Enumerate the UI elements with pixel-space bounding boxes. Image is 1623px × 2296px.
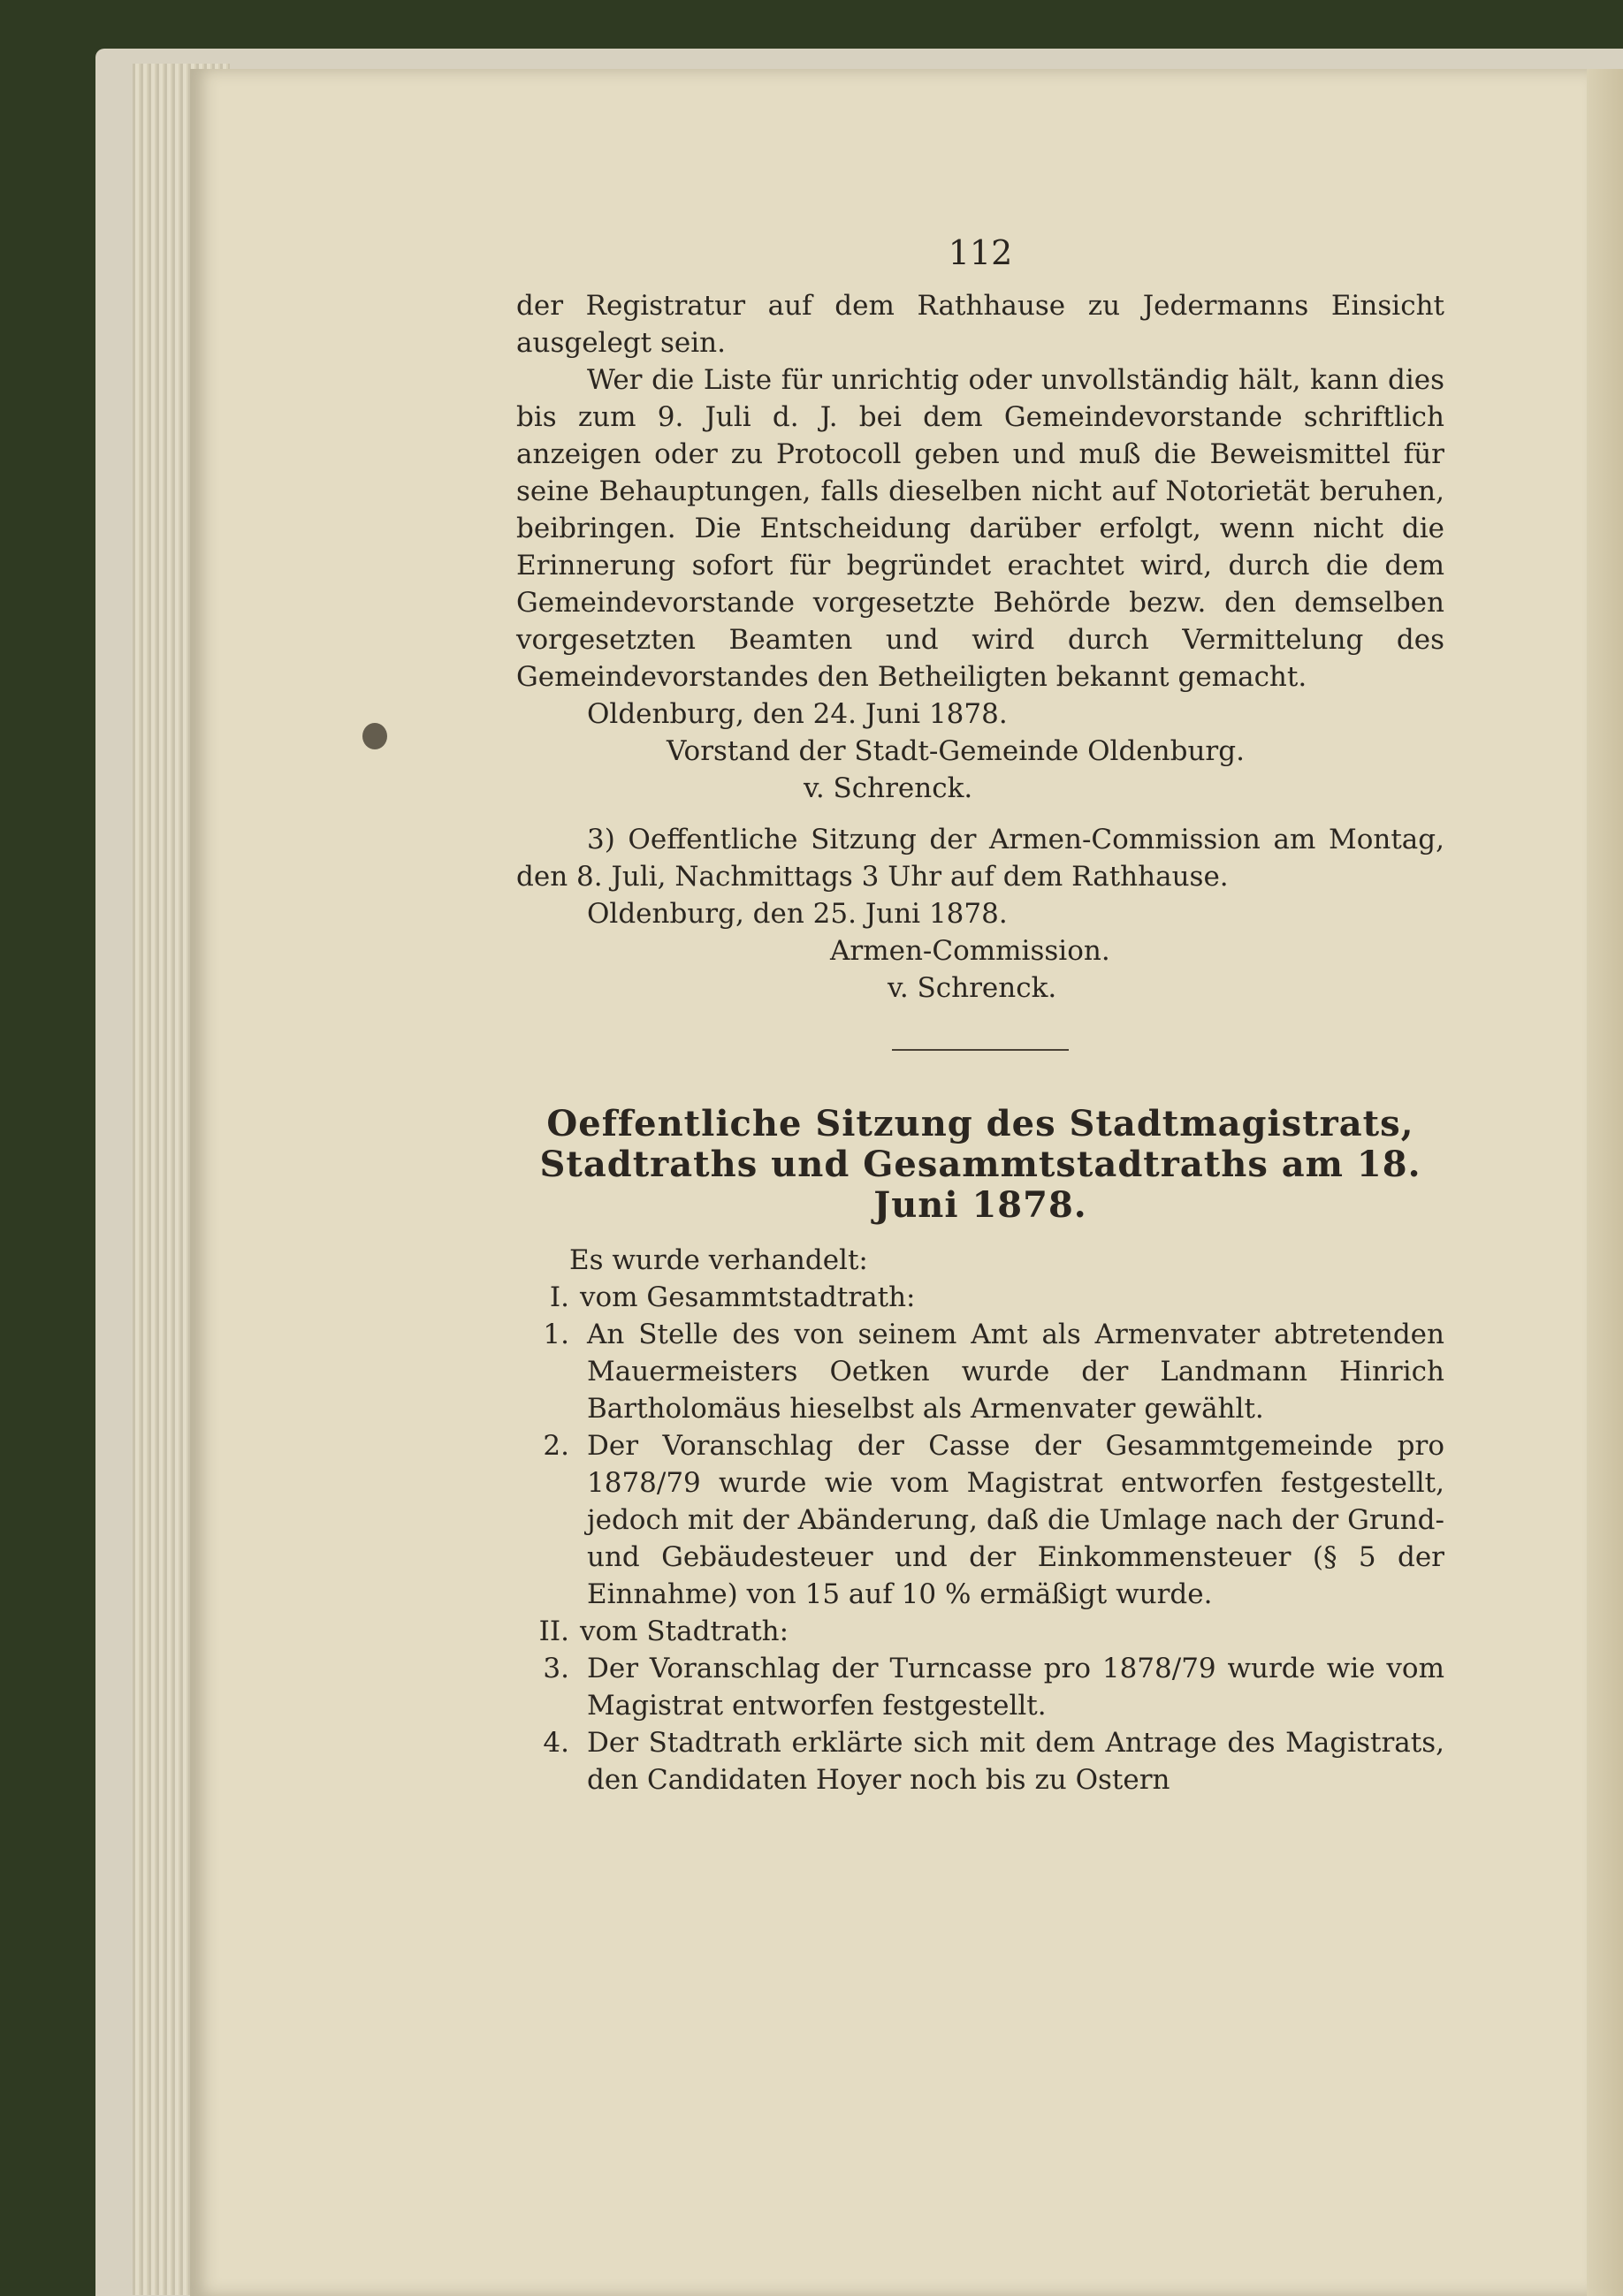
heading-line-1: Oeffentliche Sitzung des Stadtmagistrats, xyxy=(546,1103,1414,1144)
heading-line-3: Juni 1878. xyxy=(873,1184,1087,1226)
list-item-2 xyxy=(516,1427,1444,1613)
notice-1-signature: v. Schrenck. xyxy=(804,772,973,804)
item-number: 4. xyxy=(543,1727,569,1759)
page-number: 112 xyxy=(948,233,1013,272)
item-text: An Stelle des von seinem Amt als Armenvater abtretenden Mauermeisters Oetken wurde der Landmann Hinrich Bartholomäus hieselbst als Armenvater gewählt. xyxy=(587,1319,1444,1425)
paragraph-objection-procedure: Wer die Liste für unrichtig oder unvollständig hält, kann dies bis zum 9. Juli d. J. bei dem Gemeindevorstande schriftlich anzeigen oder zu Protocoll geben und muß die Beweismittel für seine Behauptungen, falls dieselben nicht auf Notorietät beruhen, beibringen. Die Entscheidung darüber erfolgt, wenn nicht die Erinnerung sofort für begründet erachtet wird, durch die dem Gemeindevorstande vorgesetzte Behörde bezw. den demselben vorgesetzten Beamten und wird durch Vermittelung des Gemeindevorstandes den Betheiligten bekannt gemacht. xyxy=(516,364,1444,693)
section-heading xyxy=(516,1104,1444,1226)
item-text: Der Stadtrath erklärte sich mit dem Antrage des Magistrats, den Candidaten Hoyer noch bis zu Ostern xyxy=(587,1727,1444,1796)
paragraph-continuation: der Registratur auf dem Rathhause zu Jedermanns Einsicht ausgelegt sein. xyxy=(516,290,1444,359)
paragraph-armen-commission: 3) Oeffentliche Sitzung der Armen-Commission am Montag, den 8. Juli, Nachmittags 3 Uhr auf dem Rathhause. xyxy=(516,824,1444,893)
part-2-numeral: II. xyxy=(538,1616,569,1647)
notice-2-place-date: Oldenburg, den 25. Juni 1878. xyxy=(587,898,1008,930)
item-text: Der Voranschlag der Turncasse pro 1878/79 wurde wie vom Magistrat entworfen festgestellt. xyxy=(587,1653,1444,1722)
list-item-1 xyxy=(516,1316,1444,1427)
part-1-numeral: I. xyxy=(549,1281,569,1313)
item-number: 1. xyxy=(543,1319,569,1350)
part-1-heading xyxy=(516,1279,1444,1316)
item-text: Der Voranschlag der Casse der Gesammtgemeinde pro 1878/79 wurde wie vom Magistrat entworfen festgestellt, jedoch mit der Abänderung, daß die Umlage nach der Grund- und Gebäudesteuer und der Einkommensteuer (§ 5 der Einnahme) von 15 auf 10 % ermäßigt wurde. xyxy=(587,1430,1444,1610)
notice-2-authority: Armen-Commission. xyxy=(830,935,1110,967)
page-content xyxy=(516,234,1444,1798)
list-item-4 xyxy=(516,1724,1444,1798)
part-1-label: vom Gesammtstadtrath: xyxy=(580,1281,916,1313)
part-2-heading xyxy=(516,1613,1444,1650)
heading-line-2: Stadtraths und Gesammtstadtraths am 18. xyxy=(539,1144,1421,1185)
notice-1-authority: Vorstand der Stadt-Gemeinde Oldenburg. xyxy=(667,735,1245,767)
intro-line: Es wurde verhandelt: xyxy=(569,1244,868,1276)
list-item-3 xyxy=(516,1650,1444,1724)
item-number: 2. xyxy=(543,1430,569,1462)
part-2-label: vom Stadtrath: xyxy=(580,1616,789,1647)
facing-page-edge xyxy=(1587,69,1623,2296)
ink-stain xyxy=(362,723,387,749)
notice-2-signature: v. Schrenck. xyxy=(888,972,1057,1004)
section-divider xyxy=(892,1049,1069,1051)
notice-1-place-date: Oldenburg, den 24. Juni 1878. xyxy=(587,698,1008,730)
item-number: 3. xyxy=(543,1653,569,1684)
